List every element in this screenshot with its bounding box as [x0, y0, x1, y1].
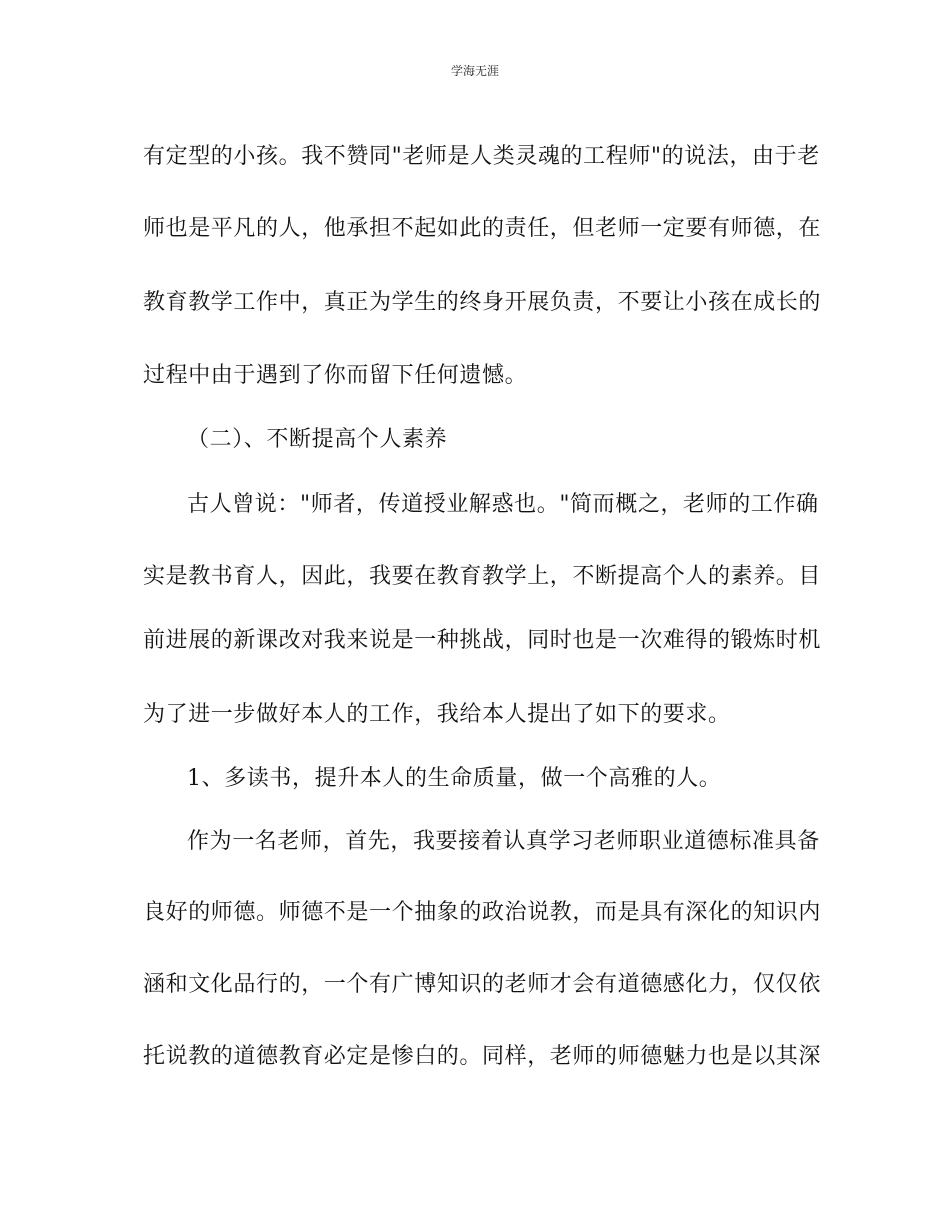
- paragraph-line: 古人曾说："师者，传道授业解惑也。"简而概之，老师的工作确: [187, 492, 819, 517]
- paragraph-line: 师也是平凡的人，他承担不起如此的责任，但老师一定要有师德，在: [143, 216, 822, 241]
- paragraph-line: 涵和文化品行的，一个有广博知识的老师才会有道德感化力，仅仅依: [143, 972, 822, 997]
- paragraph-line: 为了进一步做好本人的工作，我给本人提出了如下的要求。: [143, 702, 731, 727]
- list-item: 1、多读书，提升本人的生命质量，做一个高雅的人。: [187, 766, 722, 791]
- paragraph-line: 作为一名老师，首先，我要接着认真学习老师职业道德标准具备: [187, 829, 820, 854]
- paragraph-line: 有定型的小孩。我不赞同"老师是人类灵魂的工程师"的说法，由于老: [143, 144, 820, 169]
- paragraph-line: 前进展的新课改对我来说是一种挑战，同时也是一次难得的锻炼时机: [143, 628, 822, 653]
- paragraph-line: 教育教学工作中，真正为学生的终身开展负责，不要让小孩在成长的: [143, 290, 822, 315]
- paragraph-line: 过程中由于遇到了你而留下任何遗憾。: [143, 363, 528, 388]
- paragraph-line: 实是教书育人，因此，我要在教育教学上，不断提高个人的素养。目: [143, 564, 822, 589]
- section-heading: （二）、不断提高个人素养: [187, 427, 448, 452]
- paragraph-line: 托说教的道德教育必定是惨白的。同样，老师的师德魅力也是以其深: [143, 1044, 822, 1069]
- page-header: 学海无涯: [450, 64, 499, 78]
- paragraph-line: 良好的师德。师德不是一个抽象的政治说教，而是具有深化的知识内: [143, 900, 822, 925]
